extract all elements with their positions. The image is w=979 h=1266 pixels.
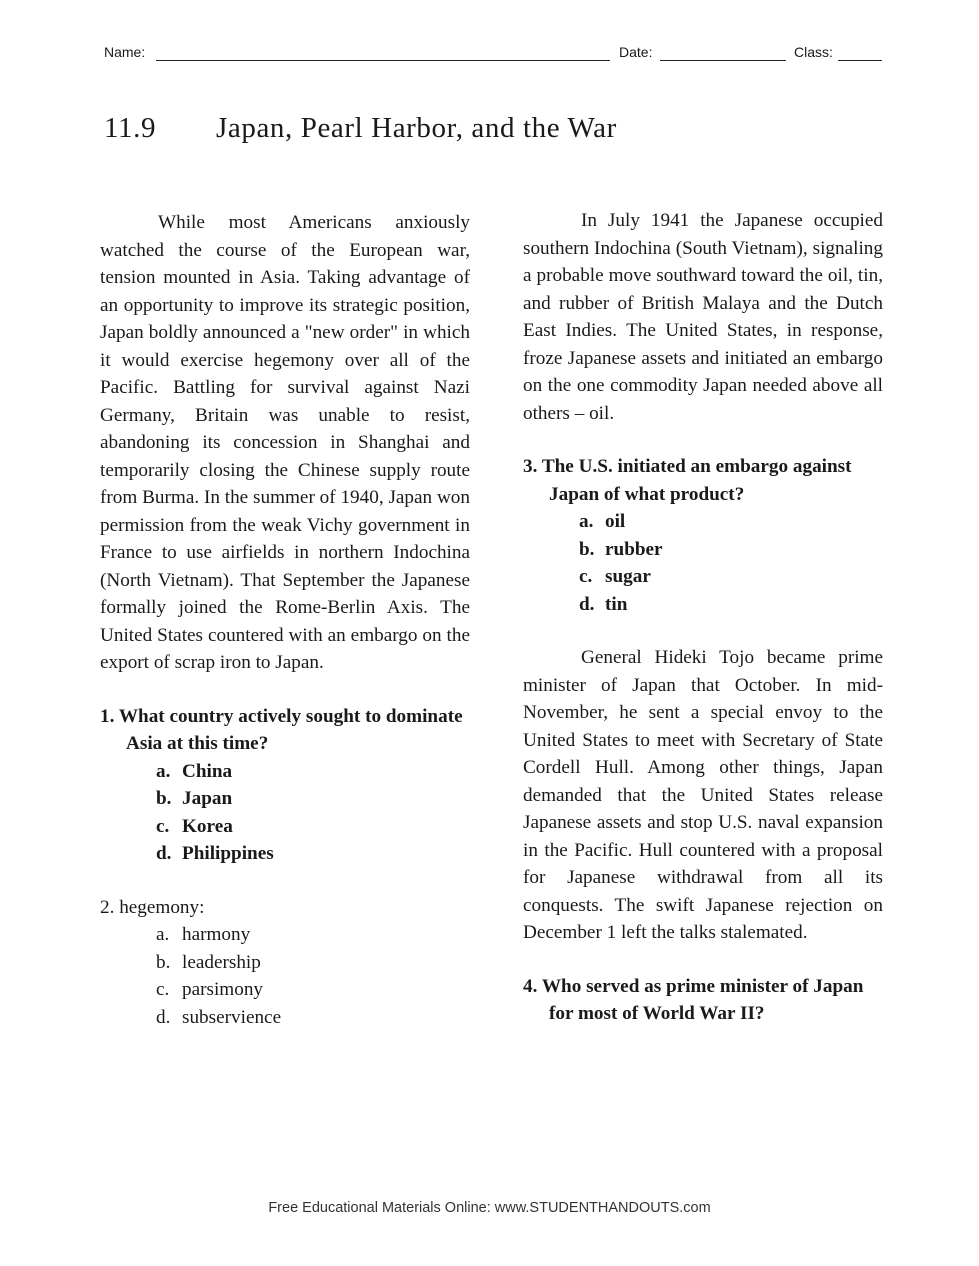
option-letter: c. [156, 979, 170, 1000]
class-field[interactable] [838, 60, 882, 61]
answer-option[interactable] [100, 840, 470, 868]
option-letter: c. [579, 566, 593, 587]
option-letter: b. [156, 951, 171, 973]
option-text: Korea [182, 815, 233, 837]
answer-option[interactable] [523, 563, 883, 591]
option-letter: a. [156, 924, 170, 945]
intro-paragraph: While most Americans anxiously watched the course of the European war, tension mounted in Asia. Taking advantage of an opportunity to improve its strategic position, Japan boldly announced a "new order" in which it would exercise hegemony over all of the Pacific. Battling for survival against Nazi Germany, Britain was unable to resist, abandoning its concession in Shanghai and temporarily closing the Chinese supply route from Burma. In the summer of 1940, Japan won permission from the weak Vichy government in France to use airfields in northern Indochina (North Vietnam). That September the Japanese formally joined the Rome-Berlin Axis. The United States countered with an embargo on the export of scrap iron to Japan. [100, 212, 470, 673]
section-number: 11.9 [104, 112, 157, 144]
page-title [104, 112, 617, 145]
option-text: subservience [182, 1006, 282, 1028]
option-text: Philippines [182, 843, 274, 864]
answer-option[interactable] [523, 591, 883, 619]
name-label: Name: [104, 44, 146, 60]
option-letter: d. [156, 1006, 171, 1028]
option-text: oil [605, 511, 626, 532]
section-title: Japan, Pearl Harbor, and the War [216, 112, 617, 144]
footer-credit: Free Educational Materials Online: www.STUDENTHANDOUTS.com [268, 1200, 711, 1216]
answer-option[interactable] [100, 1004, 470, 1032]
option-text: leadership [182, 951, 261, 973]
option-letter: b. [579, 538, 595, 560]
question-3 [523, 453, 883, 618]
answer-option[interactable] [100, 758, 470, 786]
question-1-stem: 1. What country actively sought to dominate Asia at this time? [100, 705, 463, 754]
question-3-stem: 3. The U.S. initiated an embargo against Japan of what product? [523, 456, 852, 505]
option-letter: c. [156, 815, 170, 837]
question-2 [100, 894, 470, 1032]
option-letter: d. [156, 843, 172, 864]
question-4-stem: 4. Who served as prime minister of Japan for most of World War II? [523, 975, 864, 1024]
embargo-paragraph: In July 1941 the Japanese occupied southern Indochina (South Vietnam), signaling a probable move southward toward the oil, tin, and rubber of British Malaya and the Dutch East Indies. The United States, in response, froze Japanese assets and initiated an embargo on the one commodity Japan needed above all others – oil. [523, 210, 883, 424]
answer-option[interactable] [100, 976, 470, 1004]
class-label: Class: [794, 44, 833, 60]
option-text: Japan [182, 788, 233, 809]
answer-option[interactable] [100, 949, 470, 977]
option-letter: a. [579, 511, 594, 532]
date-field[interactable] [660, 60, 786, 61]
option-letter: b. [156, 788, 172, 809]
tojo-paragraph: General Hideki Tojo became prime minister of Japan that October. In mid-November, he sent a special envoy to the United States to meet with Secretary of State Cordell Hull. Among other things, Japan demanded that the United States release Japanese assets and stop U.S. naval expansion in the Pacific. Hull countered with a proposal for Japanese withdrawal from all its conquests. The swift Japanese rejection on December 1 left the talks stalemated. [523, 647, 883, 943]
left-column [100, 209, 470, 1031]
worksheet-header [104, 40, 883, 66]
option-text: harmony [182, 924, 251, 945]
option-text: China [182, 760, 233, 782]
option-letter: d. [579, 593, 595, 615]
name-field[interactable] [156, 60, 610, 61]
answer-option[interactable] [100, 785, 470, 813]
option-text: rubber [605, 538, 663, 560]
question-2-stem: 2. hegemony: [100, 896, 205, 918]
date-label: Date: [619, 44, 653, 60]
answer-option[interactable] [523, 536, 883, 564]
option-text: parsimony [182, 979, 264, 1000]
option-text: tin [605, 593, 628, 615]
answer-option[interactable] [523, 508, 883, 536]
option-text: sugar [605, 566, 651, 587]
option-letter: a. [156, 760, 171, 782]
answer-option[interactable] [100, 813, 470, 841]
right-column [523, 207, 883, 1028]
question-1 [100, 703, 470, 868]
answer-option[interactable] [100, 921, 470, 949]
question-4 [523, 973, 883, 1028]
